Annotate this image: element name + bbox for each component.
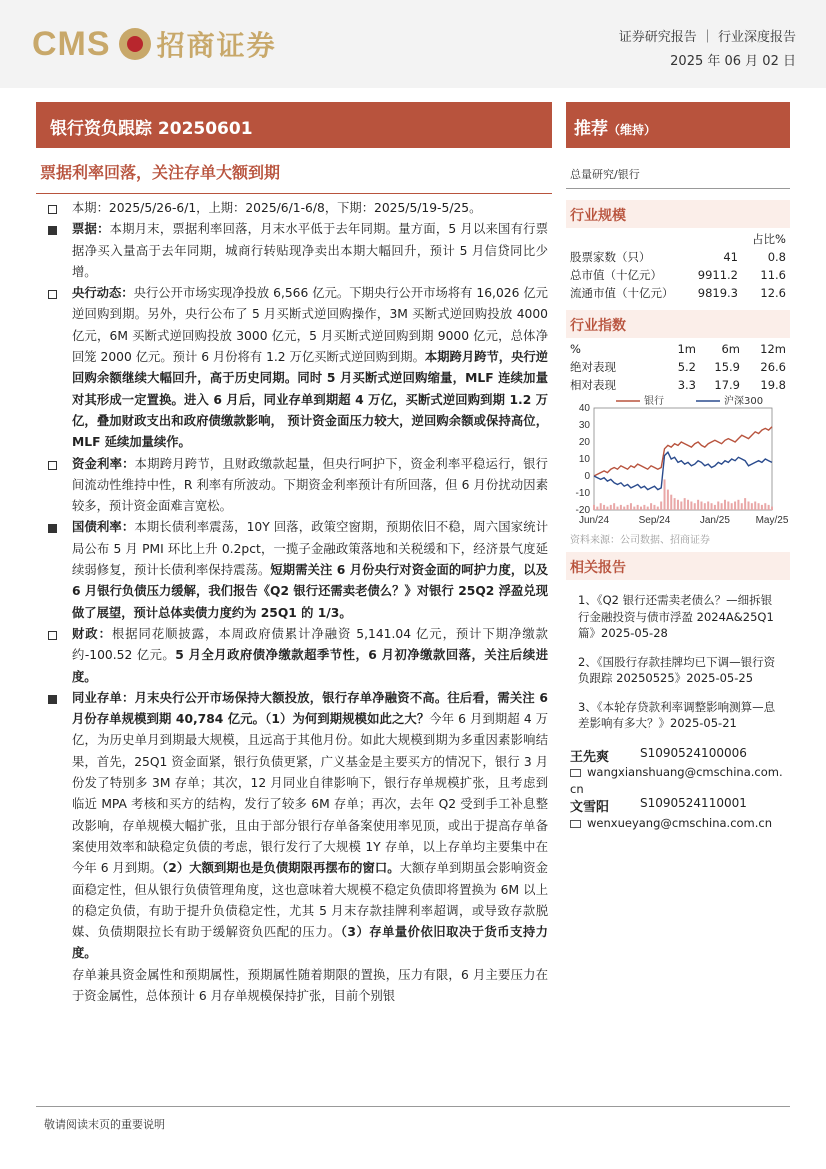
bank-series-line [594,427,772,476]
recommendation-bar [566,102,790,148]
analyst-email[interactable]: wangxianshuang@cmschina.com. [570,765,783,779]
related-report-link[interactable]: 3、《本轮存贷款利率调整影响测算—息差影响有多大？》2025-05-21 [578,699,776,730]
bullet-treasury-rate: 国债利率：本期长债利率震荡，10Y 回落，政策空窗期，预期依旧不稳，周六国家统计局公布 5 月 PMI 环比上升 0.2pct，一揽子金融政策落地和关税缓和下，经济景气度延续弱修复，预计长债利率保持震荡。短期需关注 6 月份央行对资金面的呵护力度，以及 6 月银行负债压力缓解，我们报告《Q2 银行还需卖老债么？》对银行 25Q2 浮盈兑现做了展望，预计总体卖债力度约为 25Q1 的 1/3。 [44,517,548,623]
bullet-central-bank: 央行动态：央行公开市场实现净投放 6,566 亿元。下期央行公开市场将有 16,026 亿元逆回购到期。另外，央行公布了 5 月买断式逆回购操作，3M 买断式逆回购投放 4000 亿元，6M 买断式逆回购投放 3000 亿元，5 月买断式逆回购到期 9000 亿元，总体净回笼 2000 亿元。预计 6 月份将有 1.2 万亿买断式逆回购到期。本期跨月跨节，央行逆回购余额继续大幅回升，高于历史同期。同时 5 月买断式逆回购缩量，MLF 连续加量对其形成一定置换。进入 6 月后，同业存单到期超 4 万亿，买断式逆回购到期 1.2 万亿，叠加财政支出和政府债缴款影响， 预计资金面压力较大，逆回购余额或保持高位，MLF 延续加量续作。 [44,283,548,453]
industry-scale-table [570,230,786,302]
y-tick-label: -20 [575,505,590,516]
y-tick-label: -10 [575,488,590,499]
index-chart-svg [566,392,790,530]
legend-label: 沪深300 [724,396,764,407]
logo-text: CMS [32,24,111,63]
analyst-2 [570,796,747,815]
x-tick-label: May/25 [755,515,789,526]
x-tick-label: Jan/25 [699,515,730,526]
recommendation-status: （维持） [608,123,657,137]
y-tick-label: 40 [578,403,590,414]
bullet-funding-rate: 资金利率：本期跨月跨节，且财政缴款起量，但央行呵护下，资金利率平稳运行，银行间流动性维持中性，R 利率有所波动。下期资金利率预计有所回落，但 6 月份扰动因素较多，预计资金面难言宽松。 [44,454,548,518]
report-body [44,198,548,1007]
y-tick-label: 0 [584,471,590,482]
category: 总量研究/银行 [570,168,640,181]
related-reports-header: 相关报告 [566,552,790,580]
analyst-1 [570,746,747,765]
analyst-name: 文雪阳 [570,800,610,815]
bullet-period: 本期：2025/5/26-6/1，上期：2025/6/1-6/8，下期：2025/5/19-5/25。 [44,198,548,219]
paragraph-continuation: 存单兼具资金属性和预期属性，预期属性随着期限的置换，压力有限，6 月主要压力在于资金属性，总体预计 6 月存单规模保持扩张，目前个别银 [72,967,548,1003]
recommendation-label: 推荐 [574,119,608,139]
table-row: 相对表现 3.3 17.9 19.8 [570,378,786,392]
industry-scale-header: 行业规模 [566,200,790,228]
plot-frame [594,408,772,510]
report-type: 证券研究报告 ｜ 行业深度报告 [618,30,796,45]
index-chart [566,392,790,530]
table-header-row: % 1m 6m 12m [570,342,786,356]
table-row: 绝对表现 5.2 15.9 26.6 [570,360,786,374]
footer-divider [36,1106,790,1107]
chart-source: 资料来源：公司数据、招商证券 [570,535,710,546]
analyst-email-cont: cn [570,782,584,796]
analyst-name: 王先爽 [570,750,610,765]
analyst-id: S1090524100006 [640,746,747,760]
y-tick-label: 10 [578,454,590,465]
logo-emblem-icon [119,28,151,60]
mail-icon [570,820,581,828]
table-row: 总市值（十亿元） 9911.2 11.6 [570,268,786,282]
mail-icon [570,769,581,777]
related-report-link[interactable]: 1、《Q2 银行还需卖老债么？—细拆银行金融投资与债市浮盈 2024A&25Q1 篇》2025-05-28 [578,593,774,640]
y-tick-label: 30 [578,420,590,431]
x-tick-label: Jun/24 [578,515,610,526]
logo-cn-text: 招商证券 [156,29,277,62]
bullet-fiscal: 财政：根据同花顺披露，本周政府债累计净融资 5,141.04 亿元，预计下期净缴款约-100.52 亿元。5 月全月政府债净缴款超季节性，6 月初净缴款回落，关注后续进度。 [44,624,548,688]
bullet-bill: 票据：本期月末，票据利率回落，月末水平低于去年同期。量方面，5 月以来国有行票据净买入量高于去年同期，城商行转贴现净卖出本期大幅回升，预计 5 月信贷同比少增。 [44,219,548,283]
divider [36,193,552,194]
related-reports-list [578,592,782,744]
industry-index-table [570,340,786,394]
industry-index-header: 行业指数 [566,310,790,338]
divider [566,188,790,189]
analyst-id: S1090524110001 [640,796,747,810]
bullet-ncd: 同业存单：月末央行公开市场保持大额投放，银行存单净融资不高。往后看，需关注 6 月份存单规模到期 40,784 亿元。（1）为何到期规模如此之大？今年 6 月到期超 4 万亿，为历史单月到期最大规模，且远高于其他月份。如此大规模到期为多重因素影响结果，首先，25Q1 资金面紧，银行负债更紧，广义基金是主要买方的情况下，银行 3 月份发了特别多 3M 存单；其次，12 月同业自律影响下，银行存单规模扩张，且考虑到临近 MPA 考核和买方的结构，发行了较多 6M 存单；再次，去年 Q2 受到手工补息整改影响，存单规模大幅扩张，且由于部分银行存单备案使用率见顶，或出于提高存单备案使用效率和缺稳定负债的考虑，银行发行了大规模 1Y 存单，以上存单均主要集中在今年 6 月到期。（2）大额到期也是负债期限再摆布的窗口。大额存单到期虽会影响资金面稳定性，但从银行负债管理角度，这也意味着大规模不稳定负债即将置换为 6M 以上的稳定负债，有助于提升负债稳定性，尤其 5 月末存款挂牌利率超调，或导致存款脱媒、负债期限拉长有助于缓解资负匹配的压力。（3）存单量价依旧取决于货币支持力度。 [44,688,548,965]
x-tick-label: Sep/24 [638,515,671,526]
legend-label: 银行 [644,396,664,407]
csi300-series-line [594,452,772,489]
report-date: 2025 年 06 月 02 日 [670,54,796,69]
table-header-row: 占比% [752,232,786,246]
related-report-link[interactable]: 2、《国股行存款挂牌均已下调—银行资负跟踪 20250525》2025-05-25 [578,654,776,685]
cms-logo [32,22,277,66]
report-subtitle: 票据利率回落，关注存单大额到期 [40,163,281,182]
footer-note: 敬请阅读末页的重要说明 [44,1118,165,1131]
report-title: 银行资负跟踪 20250601 [36,102,552,148]
y-tick-label: 20 [578,437,590,448]
table-row: 股票家数（只） 41 0.8 [570,250,786,264]
table-row: 流通市值（十亿元） 9819.3 12.6 [570,286,786,300]
analyst-email[interactable]: wenxueyang@cmschina.com.cn [570,816,772,830]
